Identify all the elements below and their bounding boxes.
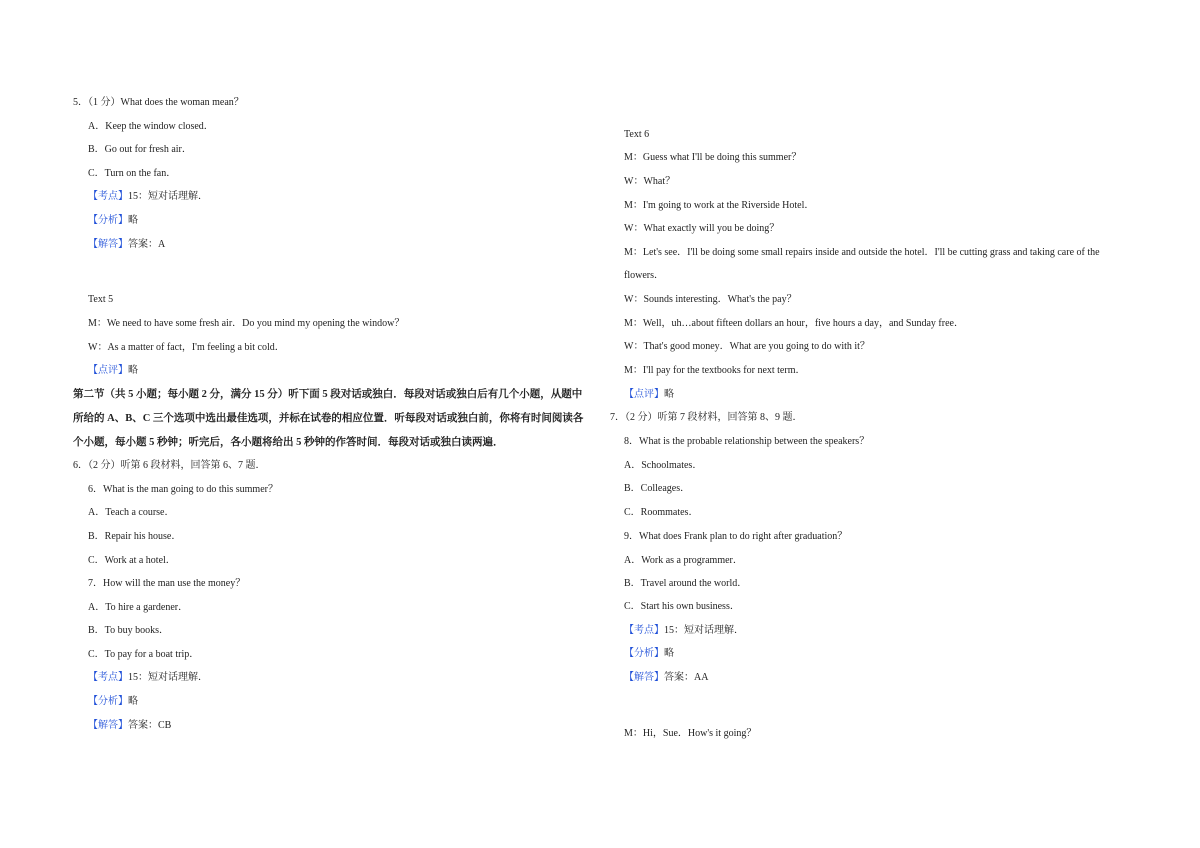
fenxi-tag: 【分析】 — [88, 215, 128, 226]
text6-line-5: M：Let's see．I'll be doing some small repairs inside and outside the hotel．I'll be cutting grass and taking care of the — [624, 247, 1100, 258]
jieda-text: 答案：A — [128, 239, 166, 250]
text6-line-9: W：That's good money．What are you going to do with it？ — [624, 341, 870, 352]
q6-sub7-option-a: A．To hire a gardener． — [88, 602, 189, 613]
kaodian-tag: 【考点】 — [624, 625, 664, 636]
text6-line-10: M：I'll pay for the textbooks for next term． — [624, 365, 806, 376]
section2-line-1: 第二节（共 5 小题；每小题 2 分，满分 15 分）听下面 5 段对话或独白．每段对话或独白后有几个小题，从题中 — [73, 389, 583, 400]
jieda-text: 答案：AA — [664, 672, 709, 683]
left-column — [0, 0, 584, 848]
jieda-text: 答案：CB — [128, 720, 172, 731]
text6-line-2: W：What？ — [624, 176, 676, 187]
text6-dianping — [624, 388, 674, 402]
text6-line-8: M：Well，uh…about fifteen dollars an hour，five hours a day，and Sunday free． — [624, 318, 964, 329]
jieda-tag: 【解答】 — [88, 720, 128, 731]
q7-sub8-option-c: C．Roommates． — [624, 507, 699, 518]
q6-kaodian — [88, 671, 208, 685]
kaodian-text: 15：短对话理解． — [128, 191, 208, 202]
kaodian-text: 15：短对话理解． — [128, 672, 208, 683]
dianping-text: 略 — [128, 365, 138, 376]
q5-kaodian — [88, 190, 208, 204]
q7-fenxi — [624, 647, 674, 661]
fenxi-tag: 【分析】 — [88, 696, 128, 707]
text6-line-4: W：What exactly will you be doing？ — [624, 223, 780, 234]
text6-line-7: W：Sounds interesting．What's the pay？ — [624, 294, 797, 305]
q5-option-b: B．Go out for fresh air． — [88, 144, 192, 155]
q5-option-c: C．Turn on the fan． — [88, 168, 177, 179]
q7-jieda — [624, 671, 708, 685]
q7-kaodian — [624, 624, 744, 638]
right-column — [600, 0, 1180, 848]
q7-sub9-option-b: B．Travel around the world． — [624, 578, 748, 589]
dianping-text: 略 — [664, 389, 674, 400]
text6-line-1: M：Guess what I'll be doing this summer？ — [624, 152, 802, 163]
text6-line-6: flowers． — [624, 270, 664, 281]
kaodian-tag: 【考点】 — [88, 191, 128, 202]
q6-jieda — [88, 719, 171, 733]
dianping-tag: 【点评】 — [624, 389, 664, 400]
q6-sub7-option-c: C．To pay for a boat trip． — [88, 649, 200, 660]
q7-sub8: 8．What is the probable relationship between the speakers？ — [624, 436, 870, 447]
q7-sub9: 9．What does Frank plan to do right after graduation？ — [624, 531, 848, 542]
fenxi-tag: 【分析】 — [624, 648, 664, 659]
q6-intro: 6．（2 分）听第 6 段材料，回答第 6、7 题． — [73, 460, 266, 471]
q6-sub7: 7．How will the man use the money？ — [88, 578, 246, 589]
q6-sub6-option-c: C．Work at a hotel． — [88, 555, 176, 566]
fenxi-text: 略 — [128, 696, 138, 707]
q5-option-a: A．Keep the window closed． — [88, 121, 214, 132]
dianping-tag: 【点评】 — [88, 365, 128, 376]
text5-line-1: M：We need to have some fresh air．Do you mind my opening the window？ — [88, 318, 405, 329]
q7-sub9-option-a: A．Work as a programmer． — [624, 555, 743, 566]
q6-sub6: 6．What is the man going to do this summer？ — [88, 484, 278, 495]
q7-sub8-option-b: B．Colleages． — [624, 483, 691, 494]
jieda-tag: 【解答】 — [88, 239, 128, 250]
q5-fenxi — [88, 214, 138, 228]
q6-sub6-option-b: B．Repair his house． — [88, 531, 182, 542]
text6-heading: Text 6 — [624, 129, 650, 140]
q5-jieda — [88, 238, 165, 252]
q6-sub6-option-a: A．Teach a course． — [88, 507, 175, 518]
q7-sub8-option-a: A．Schoolmates． — [624, 460, 703, 471]
text7-first-line: M：Hi，Sue．How's it going？ — [624, 728, 757, 739]
q6-fenxi — [88, 695, 138, 709]
section2-line-2: 所给的 A、B、C 三个选项中选出最佳选项，并标在试卷的相应位置．听每段对话或独白前，你将有时间阅读各 — [73, 413, 584, 424]
text5-heading: Text 5 — [88, 294, 114, 305]
q5-question: 5．（1 分）What does the woman mean？ — [73, 97, 244, 108]
text5-dianping — [88, 364, 138, 378]
text6-line-3: M：I'm going to work at the Riverside Hotel． — [624, 200, 815, 211]
q7-sub9-option-c: C．Start his own business． — [624, 601, 740, 612]
kaodian-text: 15：短对话理解． — [664, 625, 744, 636]
q7-intro: 7．（2 分）听第 7 段材料，回答第 8、9 题． — [610, 412, 803, 423]
section2-line-3: 个小题，每小题 5 秒钟；听完后，各小题将给出 5 秒钟的作答时间．每段对话或独白读两遍． — [73, 437, 504, 448]
fenxi-text: 略 — [664, 648, 674, 659]
text5-line-2: W：As a matter of fact，I'm feeling a bit cold． — [88, 342, 285, 353]
kaodian-tag: 【考点】 — [88, 672, 128, 683]
q6-sub7-option-b: B．To buy books． — [88, 625, 169, 636]
jieda-tag: 【解答】 — [624, 672, 664, 683]
fenxi-text: 略 — [128, 215, 138, 226]
